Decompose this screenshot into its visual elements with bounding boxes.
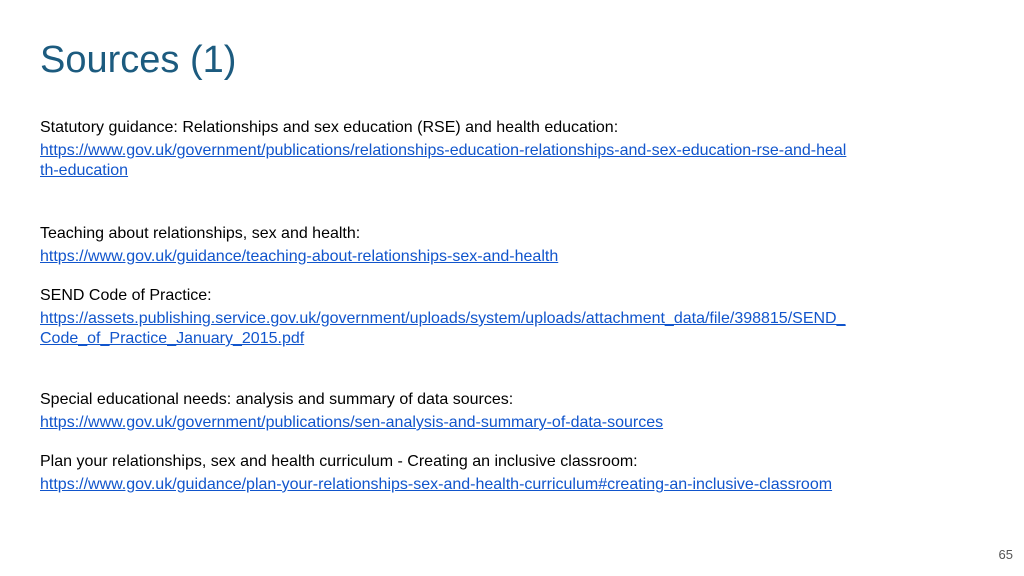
source-link[interactable]: https://assets.publishing.service.gov.uk/government/uploads/system/uploads/attachment_data/file/398815/SEND_Code_of_Practice_January_2015.pdf (40, 310, 846, 347)
source-link[interactable]: https://www.gov.uk/government/publications/sen-analysis-and-summary-of-data-sources (40, 414, 664, 431)
source-label: SEND Code of Practice: (40, 287, 212, 304)
source-label: Teaching about relationships, sex and health: (40, 225, 361, 242)
source-item-teaching-rse (40, 224, 850, 267)
source-label: Plan your relationships, sex and health curriculum - Creating an inclusive classroom: (40, 453, 638, 470)
source-item-sen-analysis (40, 390, 850, 433)
source-label: Statutory guidance: Relationships and sex education (RSE) and health education: (40, 119, 619, 136)
source-item-inclusive-classroom (40, 452, 850, 495)
source-link[interactable]: https://www.gov.uk/guidance/plan-your-relationships-sex-and-health-curriculum#creating-an-inclusive-classroom (40, 476, 833, 493)
source-item-rse-guidance (40, 118, 850, 181)
slide-title: Sources (1) (40, 39, 237, 81)
source-link[interactable]: https://www.gov.uk/guidance/teaching-about-relationships-sex-and-health (40, 248, 559, 265)
source-link[interactable]: https://www.gov.uk/government/publications/relationships-education-relationships-and-sex-education-rse-and-health-education (40, 142, 847, 179)
source-label: Special educational needs: analysis and summary of data sources: (40, 391, 514, 408)
page-number: 65 (998, 547, 1013, 562)
source-item-send-code (40, 286, 850, 349)
